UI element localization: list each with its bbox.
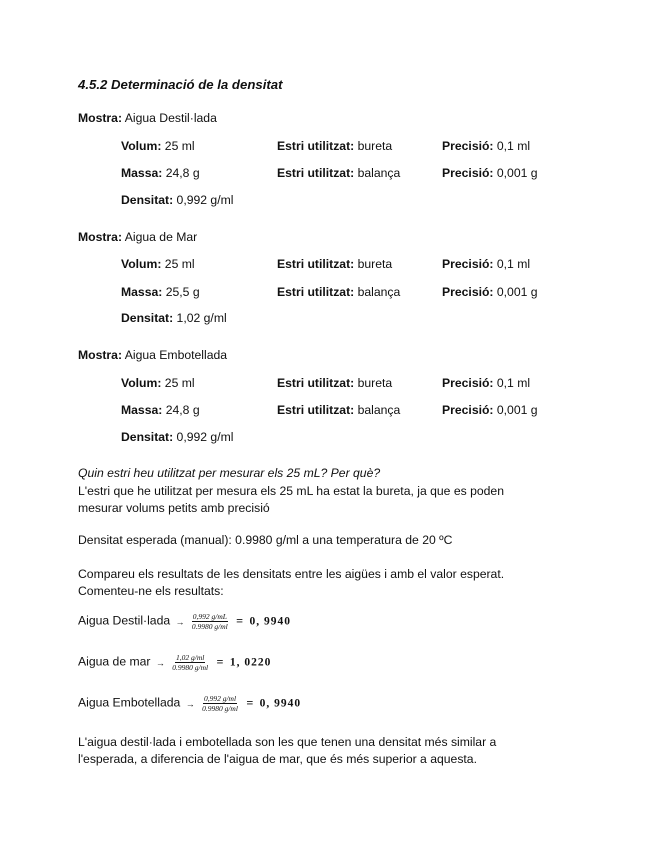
sample-1-massa	[121, 166, 200, 180]
calc-row-2	[78, 653, 271, 672]
sample-2-massa-precisio	[442, 285, 538, 299]
sample-3-volum-estri	[277, 376, 392, 390]
sample-1-volum-estri	[277, 139, 392, 153]
calc-fraction	[171, 653, 209, 672]
equals-sign: =	[236, 613, 244, 628]
conclusion-line-2: l'esperada, a diferencia de l'aigua de mar, que és més superior a aquesta.	[78, 752, 477, 766]
estri-value: balança	[357, 285, 401, 299]
question-text: Quin estri heu utilitzat per mesurar els 25 mL? Per què?	[78, 466, 381, 480]
sample-3-massa-precisio	[442, 403, 538, 417]
precisio-label: Precisió:	[442, 285, 494, 299]
conclusion-paragraph	[78, 734, 496, 768]
expected-label: Densitat esperada (manual):	[78, 533, 232, 547]
densitat-label: Densitat:	[121, 193, 174, 207]
calc-result: 0, 9940	[259, 697, 302, 710]
volum-value: 25 ml	[164, 376, 195, 390]
estri-label: Estri utilitzat:	[277, 285, 355, 299]
sample-name: Aigua Destil·lada	[124, 111, 217, 125]
fraction-denominator: 0.9980 g/ml	[191, 622, 228, 631]
estri-label: Estri utilitzat:	[277, 257, 355, 271]
mostra-label: Mostra:	[78, 230, 123, 244]
sample-1-volum	[121, 139, 195, 153]
estri-label: Estri utilitzat:	[277, 376, 355, 390]
sample-2-volum	[121, 257, 195, 271]
precisio-value: 0,001 g	[496, 403, 538, 417]
densitat-value: 0,992 g/ml	[176, 430, 234, 444]
densitat-label: Densitat:	[121, 430, 174, 444]
sample-name: Aigua Embotellada	[124, 348, 228, 362]
arrow-icon: →	[155, 657, 165, 668]
volum-value: 25 ml	[164, 139, 195, 153]
calc-result: 1, 0220	[229, 656, 272, 669]
sample-3-volum	[121, 376, 195, 390]
mostra-label: Mostra:	[78, 111, 123, 125]
conclusion-line-1: L'aigua destil·lada i embotellada son les que tenen una densitat més similar a	[78, 735, 497, 749]
answer-line-2: mesurar volums petits amb precisió	[78, 501, 270, 515]
estri-label: Estri utilitzat:	[277, 403, 355, 417]
sample-2-massa-estri	[277, 285, 400, 299]
sample-3-title	[78, 348, 227, 362]
mostra-label: Mostra:	[78, 348, 123, 362]
sample-1-volum-precisio	[442, 139, 530, 153]
sample-2-massa	[121, 285, 200, 299]
precisio-label: Precisió:	[442, 376, 494, 390]
compare-line-2: Comenteu-ne els resultats:	[78, 584, 224, 598]
precisio-value: 0,001 g	[496, 285, 538, 299]
calc-label: Aigua de mar	[78, 654, 151, 669]
fraction-numerator: 0,992 g/ml	[203, 694, 237, 703]
calc-row-3	[78, 694, 301, 713]
sample-1-massa-precisio	[442, 166, 538, 180]
sample-name: Aigua de Mar	[124, 230, 198, 244]
estri-label: Estri utilitzat:	[277, 139, 355, 153]
massa-value: 24,8 g	[165, 403, 200, 417]
densitat-label: Densitat:	[121, 311, 174, 325]
densitat-value: 1,02 g/ml	[176, 311, 227, 325]
massa-label: Massa:	[121, 285, 163, 299]
precisio-value: 0,1 ml	[496, 376, 531, 390]
sample-2-title	[78, 230, 197, 244]
sample-2-volum-precisio	[442, 257, 530, 271]
arrow-icon: →	[175, 616, 185, 627]
volum-label: Volum:	[121, 139, 162, 153]
sample-3-densitat	[121, 430, 233, 444]
expected-density	[78, 533, 452, 547]
estri-label: Estri utilitzat:	[277, 166, 355, 180]
estri-value: balança	[357, 403, 401, 417]
precisio-label: Precisió:	[442, 139, 494, 153]
calc-fraction	[201, 694, 239, 713]
precisio-value: 0,1 ml	[496, 257, 531, 271]
massa-label: Massa:	[121, 166, 163, 180]
arrow-icon: →	[185, 698, 195, 709]
equals-sign: =	[246, 695, 254, 710]
calc-label: Aigua Embotellada	[78, 695, 181, 710]
sample-3-volum-precisio	[442, 376, 530, 390]
volum-value: 25 ml	[164, 257, 195, 271]
expected-temperature-label: a una temperatura de	[302, 533, 419, 547]
volum-label: Volum:	[121, 257, 162, 271]
sample-2-densitat	[121, 311, 227, 325]
sample-1-densitat	[121, 193, 233, 207]
densitat-value: 0,992 g/ml	[176, 193, 234, 207]
sample-1-title	[78, 111, 217, 125]
compare-paragraph	[78, 566, 578, 600]
volum-label: Volum:	[121, 376, 162, 390]
estri-value: bureta	[357, 257, 393, 271]
equals-sign: =	[216, 654, 224, 669]
precisio-value: 0,001 g	[496, 166, 538, 180]
estri-value: bureta	[357, 376, 393, 390]
estri-value: bureta	[357, 139, 393, 153]
massa-label: Massa:	[121, 403, 163, 417]
expected-value: 0.9980 g/ml	[235, 533, 299, 547]
calc-label: Aigua Destil·lada	[78, 613, 171, 628]
estri-value: balança	[357, 166, 401, 180]
precisio-value: 0,1 ml	[496, 139, 531, 153]
calc-row-1	[78, 612, 291, 631]
section-heading: 4.5.2 Determinació de la densitat	[78, 77, 283, 92]
precisio-label: Precisió:	[442, 257, 494, 271]
calc-result: 0, 9940	[249, 615, 291, 628]
compare-line-1: Compareu els resultats de les densitats entre les aigües i amb el valor esperat.	[78, 567, 505, 581]
sample-2-volum-estri	[277, 257, 392, 271]
fraction-numerator: 0,992 g/mL	[192, 612, 227, 621]
calc-fraction	[191, 612, 229, 631]
answer-paragraph	[78, 483, 578, 517]
fraction-denominator: 0.9980 g/ml	[202, 704, 238, 713]
massa-value: 24,8 g	[165, 166, 200, 180]
massa-value: 25,5 g	[165, 285, 200, 299]
fraction-denominator: 0.9980 g/ml	[172, 663, 209, 672]
expected-temperature: 20 ºC	[422, 533, 453, 547]
sample-3-massa-estri	[277, 403, 400, 417]
sample-3-massa	[121, 403, 200, 417]
precisio-label: Precisió:	[442, 403, 494, 417]
precisio-label: Precisió:	[442, 166, 494, 180]
sample-1-massa-estri	[277, 166, 400, 180]
fraction-numerator: 1,02 g/ml	[176, 653, 205, 662]
answer-line-1: L'estri que he utilitzat per mesura els 25 mL ha estat la bureta, ja que es poden	[78, 484, 504, 498]
